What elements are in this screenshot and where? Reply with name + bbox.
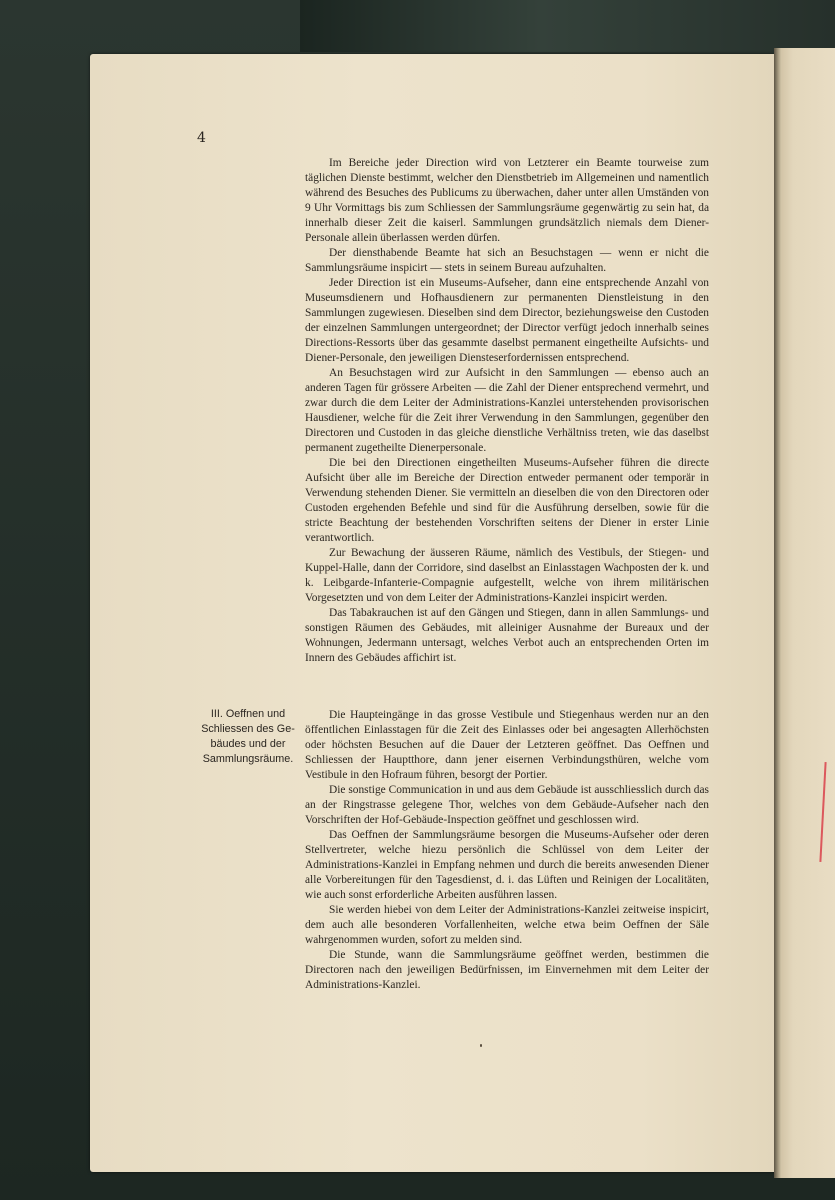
paragraph: Jeder Direction ist ein Museums-Aufseher, dann eine entsprechende Anzahl von Museumsdienern und Hofhausdienern zur permanenten Dienstleistung in den Sammlungen zugewiesen. Dieselben sind dem Director, beziehungsweise den Custoden der einzelnen Sammlungen untergeordnet; der Director verfügt jedoch innerhalb seines Directions-Ressorts über das gesammte daselbst permanent eingetheilte Aufsichts- und Diener-Personale, den jeweiligen Diensteserfordernissen entsprechend.	[305, 277, 709, 364]
paragraph: Die sonstige Communication in und aus dem Gebäude ist ausschliesslich durch das an der Ringstrasse gelegene Thor, welches von dem Gebäude-Aufseher nach den Vorschriften der Hof-Gebäude-Inspection geöffnet und geschlossen wird.	[305, 784, 709, 826]
paragraph: Das Tabakrauchen ist auf den Gängen und Stiegen, dann in allen Sammlungs- und sonstigen Räumen des Gebäudes, mit alleiniger Ausnahme der Bureaux und der Wohnungen, Jedermann untersagt, welches Verbot auch an entsprechenden Orten im Innern des Gebäudes affichirt ist.	[305, 607, 709, 664]
side-heading-line: III. Oeffnen und	[210, 708, 286, 720]
side-heading-line: Schliessen des Ge-	[201, 723, 295, 735]
section-side-heading	[198, 707, 298, 767]
book-binding-cover	[300, 0, 835, 52]
paragraph: Die bei den Directionen eingetheilten Museums-Aufseher führen die directe Aufsicht über alle im Bereiche der Direction entweder permanent oder temporär in Verwendung stehenden Diener. Sie vermitteln an dieselben die von den Directoren oder Custoden ergehenden Befehle und sind für die Ausführung derselben, sowie für die stricte Beachtung der bestehenden Vorschriften seitens der Diener in erster Linie verantwortlich.	[305, 457, 709, 544]
paragraph: Zur Bewachung der äusseren Räume, nämlich des Vestibuls, der Stiegen- und Kuppel-Halle, dann der Corridore, sind daselbst an Einlasstagen Wachposten der k. und k. Leibgarde-Infanterie-Compagnie aufgestellt, welche von ihrem militärischen Vorgesetzten und von dem Leiter der Administrations-Kanzlei inspicirt werden.	[305, 547, 709, 604]
text-block-intro	[305, 156, 709, 666]
paragraph: Der diensthabende Beamte hat sich an Besuchstagen — wenn er nicht die Sammlungsräume inspicirt — stets in seinem Bureau aufzuhalten.	[305, 247, 709, 274]
side-heading-line: bäudes und der	[210, 738, 286, 750]
paragraph: Die Stunde, wann die Sammlungsräume geöffnet werden, bestimmen die Directoren nach den jeweiligen Bedürfnissen, im Einvernehmen mit dem Leiter der Administrations-Kanzlei.	[305, 949, 709, 991]
paragraph: Im Bereiche jeder Direction wird von Letzterer ein Beamte tourweise zum täglichen Dienste bestimmt, welcher den Dienstbetrieb im Allgemeinen und namentlich während des Besuches des Publicums zu überwachen, daher unter allen Umständen von 9 Uhr Vormittags bis zum Schliessen der Sammlungsräume gegenwärtig zu sein hat, da innerhalb dieser Zeit die kaiserl. Sammlungen grundsätzlich niemals dem Diener-Personale allein überlassen werden dürfen.	[305, 157, 709, 244]
ink-speck	[480, 1044, 482, 1047]
paragraph: Die Haupteingänge in das grosse Vestibule und Stiegenhaus werden nur an den öffentlichen Einlasstagen für die Zeit des Einlasses oder bei angesagten Allerhöchsten oder höchsten Besuchen auf die Dauer der Letzteren geöffnet. Das Oeffnen und Schliessen der Hauptthore, dann jener eisernen Verbindungsthüren, welche vom Vestibule in den Hofraum führen, besorgt der Portier.	[305, 709, 709, 781]
page-gutter	[774, 48, 781, 1178]
paragraph: Sie werden hiebei von dem Leiter der Administrations-Kanzlei zeitweise inspicirt, dem auch alle besonderen Vorfallenheiten, welche etwa beim Oeffnen der Säle wahrgenommen wurden, sofort zu melden sind.	[305, 904, 709, 946]
side-heading-line: Sammlungsräume.	[202, 753, 294, 765]
paragraph: An Besuchstagen wird zur Aufsicht in den Sammlungen — ebenso auch an anderen Tagen für grössere Arbeiten — die Zahl der Diener entsprechend vermehrt, und zwar durch die dem Leiter der Administrations-Kanzlei unterstehenden provisorischen Hausdiener, welche für die Zeit ihrer Verwendung in den Sammlungen, gegenüber den Directoren und Custoden in das gleiche dienstliche Verhältniss treten, wie das daselbst permanent zugetheilte Dienerpersonale.	[305, 367, 709, 454]
facing-page-edge	[779, 48, 835, 1178]
paragraph: Das Oeffnen der Sammlungsräume besorgen die Museums-Aufseher oder deren Stellvertreter, welche hiezu persönlich die Schlüssel von dem Leiter der Administrations-Kanzlei in Empfang nehmen und durch die bereits anwesenden Diener alle Vorbereitungen für den Tagesdienst, d. i. das Lüften und Reinigen der Localitäten, wie auch sonst erforderliche Arbeiten ausführen lassen.	[305, 829, 709, 901]
text-block-section-iii	[305, 708, 709, 993]
page-number: 4	[197, 130, 206, 146]
